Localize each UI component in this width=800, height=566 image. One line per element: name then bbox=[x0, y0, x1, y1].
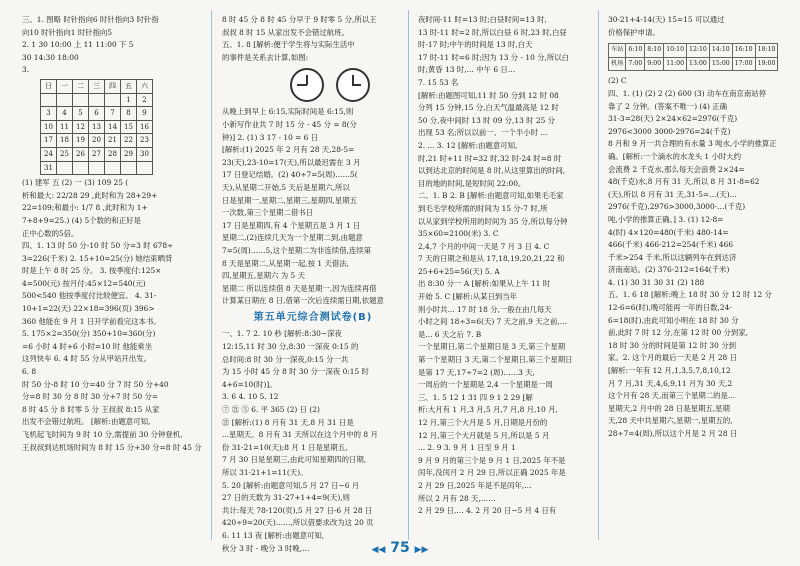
calendar-cell: 26 bbox=[73, 147, 89, 161]
text-line: 五、1. 6 18 [解析:晚上 18 时 30 分 12 时 12 分 bbox=[608, 290, 772, 300]
text-line: 开始 5. C [解析:从某日到当年 bbox=[418, 292, 518, 302]
calendar-cell bbox=[73, 93, 89, 107]
calendar-cell: 22 bbox=[121, 134, 137, 148]
text-line: 天,28 天中共星期六,星期一,星期五的, bbox=[608, 416, 733, 426]
text-line: [解析:(1) 2025 年 2 月有 28 天,28-5= bbox=[222, 145, 355, 155]
calendar-cell bbox=[89, 161, 105, 175]
clock-diagram bbox=[290, 68, 404, 102]
col2-lines-3 bbox=[222, 328, 404, 555]
calendar-cell: 24 bbox=[41, 147, 57, 161]
calendar-cell: 3 bbox=[41, 107, 57, 121]
calendar-cell: 1 bbox=[121, 93, 137, 107]
timetable-row bbox=[609, 57, 778, 71]
text-line: 星期二,(2)连续几天为一个星期二到,由题意 bbox=[222, 233, 363, 243]
calendar-header-cell: 四 bbox=[105, 79, 121, 93]
text-line: 这列快车 6. 4 时 55 分从甲站开出发。 bbox=[22, 354, 151, 364]
text-line: 5. 20 [解析:由题意可知,5 月 27 日~6 月 bbox=[222, 480, 360, 490]
text-line: 7. 15 53 名 bbox=[418, 77, 459, 87]
text-line: 三、1. 图略 时针指向6 时针指向3 时针指 bbox=[22, 15, 159, 24]
calendar-cell: 25 bbox=[57, 147, 73, 161]
text-line: 13 时-11 时=2 时,所以白昼 6 时,23 时,白昼 bbox=[418, 27, 567, 37]
calendar-cell: 31 bbox=[41, 161, 57, 175]
text-line: 出 8:30 分一 A [解析:如果从上午 11 时 bbox=[418, 279, 551, 289]
text-line: 4=500(元) 按月付:45×12=540(元) bbox=[22, 278, 146, 288]
text-line: 所以 31-21+1=11(天)。 bbox=[222, 468, 308, 477]
text-line: 以从家到学校所用的时间为 35 分,所以每分钟 bbox=[418, 216, 568, 226]
text-line: 27 日的天数为 31-27+1+4=9(天),则 bbox=[222, 493, 350, 503]
text-line: 3. bbox=[22, 65, 30, 75]
text-line: 目的地的时间,是短时间 22:00。 bbox=[418, 178, 526, 188]
text-line: 3=226(千米) 2. 15+10=25(分) 她结束晒背 bbox=[22, 253, 173, 263]
calendar-row bbox=[41, 147, 153, 161]
text-line: 分列 15 分钟,15 分,白天气温最高是 12 时 bbox=[418, 103, 559, 113]
calendar-cell bbox=[121, 161, 137, 175]
text-line: ...星期天。8 月有 31 天所以在这个月中的 8 月 bbox=[222, 430, 378, 440]
text-line: 的事件是关系去计算,如图: bbox=[222, 52, 309, 62]
calendar-cell: 18 bbox=[57, 134, 73, 148]
text-line: 向10 时针指向1 时针指向5 bbox=[22, 27, 113, 37]
text-line: 二、1. B 2. B [解析:由题意可知,如果毛毛家 bbox=[418, 191, 564, 201]
calendar-cell: 2 bbox=[137, 93, 153, 107]
calendar-cell: 28 bbox=[105, 147, 121, 161]
calendar-cell: 10 bbox=[41, 120, 57, 134]
timetable-cell: 10:10 bbox=[664, 44, 687, 58]
calendar-cell: 16 bbox=[137, 120, 153, 134]
calendar-cell: 30 bbox=[137, 147, 153, 161]
timetable-grid bbox=[608, 43, 778, 71]
calendar-row bbox=[41, 134, 153, 148]
calendar-cell: 11 bbox=[57, 120, 73, 134]
calendar-header-cell: 五 bbox=[121, 79, 137, 93]
column-1 bbox=[22, 14, 204, 534]
text-line: 2,4,7 个月的中间一天是 7 月 3 日 4. C bbox=[418, 241, 550, 251]
calendar-cell bbox=[57, 161, 73, 175]
calendar-header-cell: 日 bbox=[41, 79, 57, 93]
timetable-cell: 19:00 bbox=[755, 57, 778, 71]
text-line: 2976<3000 3000-2976=24(千克) bbox=[608, 126, 731, 136]
text-line: ... 2. 9 3. 9 月 1 日至 9 月 1 bbox=[418, 443, 516, 453]
text-line: 2. ... 3. 12 [解析:由题意可知, bbox=[418, 140, 518, 150]
timetable-cell: 18:10 bbox=[755, 44, 778, 58]
text-line: 共计:每天 78-120(页),5 月 27 日-6 月 28 日 bbox=[222, 505, 373, 515]
text-line: 2. 1 30 10:00 上 11 11:00 下 5 bbox=[22, 40, 134, 50]
timetable-cell: 机场 bbox=[609, 57, 626, 71]
text-line: 500<540 他按季度付比较便宜。 4. 31- bbox=[22, 291, 157, 301]
text-line: 总时间:8 时 30 分一深夜,0:15 分一共 bbox=[222, 354, 349, 364]
text-line: 析:大月有 1 月,3 月,5 月,7 月,8 月,10 月, bbox=[418, 405, 558, 415]
timetable-cell: 7:00 bbox=[626, 57, 645, 71]
text-line: 35×60=2100(米) 3. C bbox=[418, 229, 499, 239]
text-line: 一次数,第三个星期二借书日 bbox=[222, 208, 314, 218]
timetable-cell: 8:10 bbox=[645, 44, 664, 58]
timetable-cell: 15:00 bbox=[709, 57, 732, 71]
text-line: 12 月,第三个大月就是 5 月,所以是 5 月 bbox=[418, 430, 550, 440]
text-line: 8 时 45 分 8 时零 5 分 王叔叔 8:15 从家 bbox=[22, 404, 160, 414]
col2-lines-2 bbox=[222, 106, 404, 308]
text-line: 这个月有 28 天,而第三个星期二的是… bbox=[608, 391, 736, 401]
timetable bbox=[608, 43, 790, 71]
text-line: 6. 8 bbox=[22, 367, 37, 377]
text-line: 6=18(时),由此可知小明在 18 时 30 分 bbox=[608, 315, 739, 325]
calendar-cell: 4 bbox=[57, 107, 73, 121]
text-line: (2) C bbox=[608, 76, 627, 86]
page-footer bbox=[0, 540, 800, 556]
text-line: 确。[解析:一个滴水的水龙头 1 小时大约 bbox=[608, 151, 742, 161]
calendar-header-cell: 三 bbox=[89, 79, 105, 93]
text-line: (1) 建军 五 (2) 一 (3) 109 25 ( bbox=[22, 178, 129, 188]
text-line: 5. 175×2=350(分) 350+10=360(分) bbox=[22, 329, 156, 339]
calendar-cell: 12 bbox=[73, 120, 89, 134]
calendar-cell bbox=[105, 93, 121, 107]
text-line: 星期二 所以连续借 8 天是星期一,因为连续再借 bbox=[222, 283, 377, 293]
text-line: 2976(千克),2976>3000,3000-…(千克) bbox=[608, 202, 746, 212]
calendar-cell bbox=[73, 161, 89, 175]
text-line: 28÷7=4(周),所以这个月是 2 月 28 日 bbox=[608, 429, 738, 438]
text-line: 所以 2 月有 28 天,…… bbox=[418, 493, 496, 503]
calendar-cell: 6 bbox=[89, 107, 105, 121]
col1-lines-2 bbox=[22, 177, 204, 454]
column-3 bbox=[418, 14, 600, 534]
text-line: [解析:一年有 12 月,1,3,5,7,8,10,12 bbox=[608, 366, 731, 376]
calendar-cell bbox=[41, 93, 57, 107]
text-line: 30-21+4-14(天) 15=15 可以通过 bbox=[608, 15, 725, 24]
calendar-cell bbox=[89, 93, 105, 107]
section-title: 第五单元综合测试卷(B) bbox=[253, 311, 373, 323]
text-line: 一、1. 7 2. 10 秒 [解析:8:30~深夜 bbox=[222, 329, 342, 339]
text-line: 17 日登记结婚。(2) 40÷7=5(周)……5( bbox=[222, 170, 358, 180]
text-line: 济南南站。(2) 376-212=164(千米) bbox=[608, 265, 730, 275]
text-line: 18 时 30 分的时间是第 12 时 30 分到 bbox=[608, 340, 736, 350]
calendar-header-row bbox=[41, 79, 153, 93]
calendar-cell: 27 bbox=[89, 147, 105, 161]
text-line: 7+8+9=25.) (4) 5个数的和正好是 bbox=[22, 215, 141, 225]
text-line: 份 31-21=10(天);8 月 1 日是星期五, bbox=[222, 442, 348, 452]
text-line: 12:15,11 时 30 分,8:30 一深夜 0:15 的 bbox=[222, 342, 359, 352]
calendar-cell: 29 bbox=[121, 147, 137, 161]
col4-lines bbox=[608, 14, 790, 39]
text-line: 48(千克)水,8 月有 31 天,所以 8 月 31-8=62 bbox=[608, 177, 760, 187]
calendar-header-cell: 六 bbox=[137, 79, 153, 93]
calendar-cell: 8 bbox=[121, 107, 137, 121]
calendar-cell: 20 bbox=[89, 134, 105, 148]
text-line: 8 天是星期二,从星期一起,按 1 天借法, bbox=[222, 258, 349, 268]
text-line: 23(天),23-10=17(天),所以最迟需在 3 月 bbox=[222, 157, 361, 167]
clock-icon bbox=[290, 68, 324, 102]
text-line: (天),所以 8 月有 31 天,31-5=…(天)... bbox=[608, 189, 737, 199]
text-line: 31-3=28(天) 2×24×62=2976(千克) bbox=[608, 114, 738, 124]
text-line: 正中心数的5倍。 bbox=[22, 228, 79, 238]
text-line: 25+6+25=56(天) 5. A bbox=[418, 266, 500, 276]
text-line: 420÷9=20(天)……,所以借要求改为这 20 页 bbox=[222, 518, 374, 528]
text-line: 前,此时 7 时 12 分,在第 12 时 00 分到家, bbox=[608, 328, 749, 338]
calendar-cell: 13 bbox=[89, 120, 105, 134]
calendar-cell: 15 bbox=[121, 120, 137, 134]
text-line: 钟)] 2. (1) 3 17 - 10 = 6 日 bbox=[222, 132, 319, 142]
text-line: [解析:由题图可知,11 时 50 分到 12 时 08 bbox=[418, 90, 559, 100]
calendar-cell: 9 bbox=[137, 107, 153, 121]
calendar-cell: 14 bbox=[105, 120, 121, 134]
text-line: 出现 53 名;所以以前一、一个半小时 ... bbox=[418, 128, 548, 138]
timetable-cell: 车站 bbox=[609, 44, 626, 58]
calendar-row bbox=[41, 161, 153, 175]
calendar-cell: 5 bbox=[73, 107, 89, 121]
text-line: 析和最大: 22/28 29 ,此时和为 28+29+ bbox=[22, 190, 158, 200]
calendar-table bbox=[40, 79, 153, 175]
text-line: 2 月 29 日,2025 年是不是闰年,… bbox=[418, 480, 532, 490]
timetable-cell: 9:00 bbox=[645, 57, 664, 71]
text-line: ㉑ [解析:(1) 8 月有 31 天,8 月 31 日是 bbox=[222, 417, 354, 427]
text-line: 4(时) 4×120=480(千米) 480-14= bbox=[608, 227, 729, 237]
text-line: 2 月 29 日,… 4. 2 月 20 日~5 月 4 日有 bbox=[418, 506, 557, 516]
text-line: 日是星期一,星期二,星期三,星期四,星期五 bbox=[222, 195, 358, 205]
calendar-cell: 23 bbox=[137, 134, 153, 148]
calendar-row bbox=[41, 120, 153, 134]
text-line: 时是上午 8 时 25 分。 3. 按季度付:125× bbox=[22, 266, 162, 276]
calendar-cell bbox=[105, 161, 121, 175]
text-line: 秋分 3 时 - 晚分 3 时晚,… bbox=[222, 543, 310, 553]
text-line: 时,21 时+11 时=32 时,32 时-24 时=8 时 bbox=[418, 153, 562, 163]
page-number: 75 bbox=[390, 540, 410, 556]
calendar-cell: 17 bbox=[41, 134, 57, 148]
text-line: 四、1. (1) (2) 2 (2) 600 (3) 动车在南京南站停 bbox=[608, 88, 767, 98]
timetable-cell: 13:00 bbox=[687, 57, 710, 71]
text-line: 出发不会错过航班。 [解析:由题意可知, bbox=[22, 417, 151, 427]
text-line: 10+1=22(天) 22×18=396(页) 396> bbox=[22, 304, 155, 314]
text-line: 6. 11 13 夜 [解析:由题意可知, bbox=[222, 530, 325, 540]
text-line: 以到达北京的时间是 8 时,从这里算出的时间, bbox=[418, 166, 566, 176]
col3-lines bbox=[418, 14, 600, 518]
text-line: 夜时间-11 时=13 时;白昼时间=13 时, bbox=[418, 15, 547, 24]
text-line: 7 月 30 日是星期三,由此可知星期四的日期, bbox=[222, 455, 367, 465]
text-line: 月 7 月,31 天,4,6,9,11 月为 30 天,2 bbox=[608, 378, 733, 388]
text-line: 4. (1) 30 31 30 31 (2) 188 bbox=[608, 277, 705, 287]
text-line: 闰年,没闰月 2 月 29 日,所以正确 2025 年是 bbox=[418, 468, 566, 478]
column-2 bbox=[222, 14, 404, 553]
text-line: 7 天的日期之和是从 17,18,19,20,21,22 和 bbox=[418, 254, 565, 264]
calendar-header-cell: 一 bbox=[57, 79, 73, 93]
timetable-cell: 11:00 bbox=[664, 57, 687, 71]
text-line: 价格保护申请。 bbox=[608, 27, 660, 37]
text-line: 3. 6 4. 10 5. 12 bbox=[222, 392, 279, 402]
timetable-cell: 17:00 bbox=[732, 57, 755, 71]
text-line: 8 时 45 分 8 时 45 分早于 9 时零 5 分,所以王 bbox=[222, 15, 377, 24]
text-line: 从晚上到早上 6:15,实际时间是 6:15,则 bbox=[222, 107, 354, 117]
text-line: 时-17 时;中午的时间是 13 时,白天 bbox=[418, 40, 533, 50]
right-arrow-icon: ▶▶ bbox=[414, 545, 429, 555]
text-line: 靠了 2 分钟。(答案不唯一) (4) 正确 bbox=[608, 101, 728, 111]
text-line: 为 15 小时 45 分 8 时 30 分一深夜 0:15 时 bbox=[222, 367, 369, 377]
text-line: 7=5(周)……5,这个星期二为非连续借,连续第 bbox=[222, 245, 372, 255]
text-line: 12-6=6(时),晚可能再一年的日数,24- bbox=[608, 303, 732, 313]
timetable-cell: 16:10 bbox=[732, 44, 755, 58]
timetable-cell: 6:10 bbox=[626, 44, 645, 58]
text-line: 8 月和 9 月一共合理的有水量 3 吨水,小学的推算正 bbox=[608, 139, 777, 149]
timetable-row bbox=[609, 44, 778, 58]
text-line: 360 他能在 9 月 1 日开学前看完这本书。 bbox=[22, 316, 161, 326]
col2-lines bbox=[222, 14, 404, 64]
calendar-cell bbox=[137, 161, 153, 175]
text-line: 时 50 分-8 时 10 分=40 分 7 时 50 分+40 bbox=[22, 379, 169, 389]
text-line: 天),从星期二开始,5 天后是星期六,所以 bbox=[222, 182, 350, 192]
text-line: 4+6=10(时)]。 bbox=[222, 379, 277, 389]
text-line: 飞机起飞时间为 9 时 10 分,需提前 30 分钟登机, bbox=[22, 430, 183, 439]
text-line: 小时之间 18÷3=6(天) 7 天之前,9 天之前,… bbox=[418, 317, 568, 327]
text-line: 9 月 9 月的第三个是 9 月 1 日,2025 年不是 bbox=[418, 455, 566, 465]
calendar-row bbox=[41, 93, 153, 107]
text-line: 王叔叔到达机场时间为 8 时 15 分+30 分=8 时 45 分 bbox=[22, 442, 202, 452]
text-line: 466(千米) 466-212=254(千米) 466 bbox=[608, 240, 734, 250]
calendar-cell bbox=[57, 93, 73, 107]
text-line: 30 14:30 18:00 bbox=[22, 52, 79, 62]
text-line: 小新写作业共 7 时 15 分 - 45 分 = 8(分 bbox=[222, 119, 357, 129]
text-line: 到毛毛学校所需的时间为 15 分-7 时,所 bbox=[418, 203, 548, 213]
calendar-cell: 7 bbox=[105, 107, 121, 121]
calendar-cell: 21 bbox=[105, 134, 121, 148]
text-line: 17 日是星期四,有 4 个星期五是 3 月 1 日 bbox=[222, 220, 361, 230]
text-line: 家。2. 这个月的最后一天是 2 月 28 日 bbox=[608, 353, 737, 363]
text-line: 时;黄昏 13 时,… 中午 6 日… bbox=[418, 65, 516, 75]
text-line: 四,星期五,星期六 为 5 天 bbox=[222, 271, 305, 281]
text-line: 计算某日期在 8 日,借第一次后连续需日期,依题意 bbox=[222, 296, 384, 306]
text-line: 会流费 2 千克水,那么每天会浪费 2×24= bbox=[608, 164, 745, 174]
text-line: 12 月,第三个大月是 5 月,日期是月份的 bbox=[418, 418, 548, 427]
calendar-body bbox=[41, 93, 153, 175]
col4-lines-2 bbox=[608, 75, 790, 440]
text-line: 叔叔 8 时 15 从家出发不会错过航班。 bbox=[222, 27, 349, 37]
calendar-header-cell: 二 bbox=[73, 79, 89, 93]
text-line: 是第 17 天,17÷7=2 (周)……3 天, bbox=[418, 367, 535, 377]
text-line: 50 分,夜中间时 13 时 09 分,13 时 25 分 bbox=[418, 115, 556, 125]
text-line: ⑦ ㉑ ⑤ 6. 平 365 (2) 日 (2) bbox=[222, 405, 320, 415]
calendar-row bbox=[41, 107, 153, 121]
text-line: 则小时共... 17 时 18 分,一般在由几每天 bbox=[418, 304, 552, 314]
column-4 bbox=[608, 14, 790, 534]
text-line: 四、1. 13 时 50 分-10 时 50 分=3 时 678÷ bbox=[22, 241, 174, 251]
text-line: 分=8 时 30 分 8 时 30 分+7 时 50 分= bbox=[22, 392, 159, 402]
text-line: 22=109;和最小: 1/7 8 ,此时和为 1+ bbox=[22, 203, 148, 213]
text-line: 千米>254 千米,所以这辆列车在到达济 bbox=[608, 252, 737, 262]
col1-lines bbox=[22, 14, 204, 77]
text-line: 一个星期日,第二个星期日是 3 天,第三个星期 bbox=[418, 342, 566, 352]
text-line: 第一个星期日 3 天,第二个星期日,第三个星期日 bbox=[418, 355, 573, 365]
left-arrow-icon: ◀◀ bbox=[371, 545, 386, 555]
text-line: 17 时-11 时=6 时;因为 13 分 - 10 分,所以白 bbox=[418, 52, 570, 62]
text-line: 星期天,2 月中的 28 日是星期五,星期 bbox=[608, 403, 730, 413]
text-line: 吨,小学的推算正确。] 3. (1) 12-8= bbox=[608, 214, 724, 224]
text-line: 五、1. 8 [解析:便于学生将与实际生活中 bbox=[222, 40, 355, 50]
text-line: 一周后的一个星期是 2,4 一个星期是一周 bbox=[418, 380, 553, 390]
timetable-cell: 14:10 bbox=[709, 44, 732, 58]
timetable-cell: 12:10 bbox=[687, 44, 710, 58]
text-line: 三、1. 5 12 1 31 四 9 1 2 29 [解 bbox=[418, 392, 533, 402]
text-line: 是... 6 天之后 7. B bbox=[418, 329, 482, 339]
text-line: =6 小时 4 时+6 小时=10 时 他能乘坐 bbox=[22, 341, 153, 351]
clock-icon bbox=[336, 68, 370, 102]
calendar-cell: 19 bbox=[73, 134, 89, 148]
